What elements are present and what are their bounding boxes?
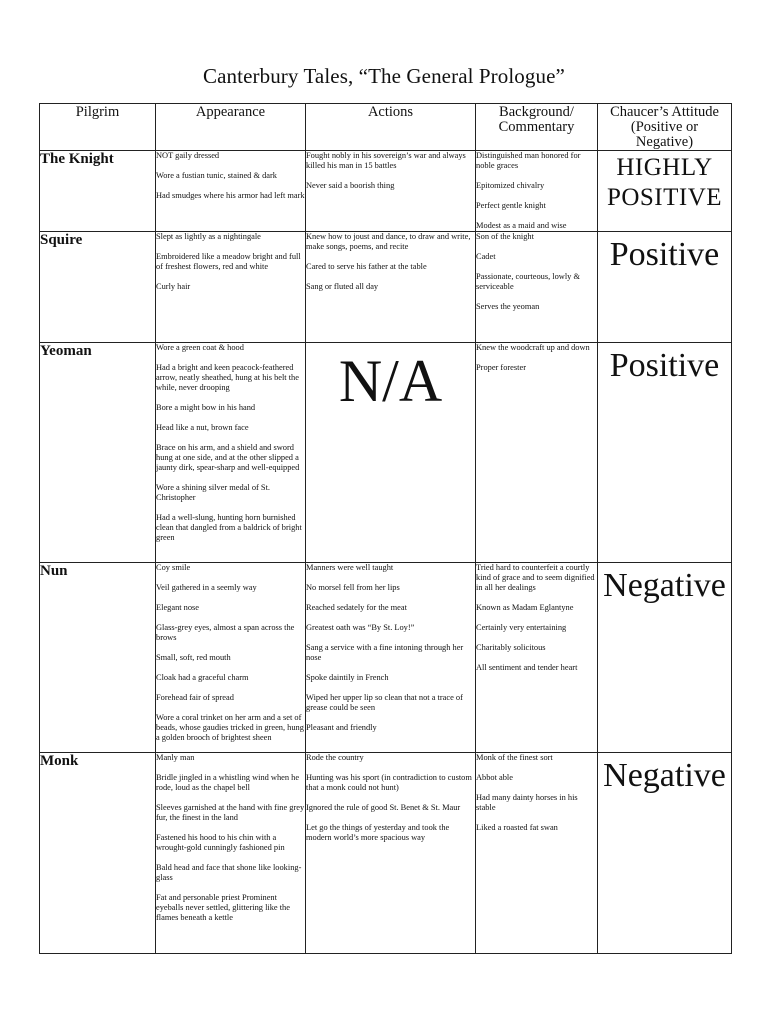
- actions-item: Wiped her upper lip so clean that not a trace of grease could be seen: [306, 693, 463, 712]
- pilgrim-name: The Knight: [40, 151, 156, 232]
- appearance-cell: [156, 563, 306, 753]
- appearance-item: Wore a shining silver medal of St. Christopher: [156, 483, 270, 502]
- appearance-cell: [156, 343, 306, 563]
- header-appearance: Appearance: [156, 104, 306, 151]
- header-pilgrim: Pilgrim: [40, 104, 156, 151]
- actions-cell: [306, 232, 476, 343]
- background-item: Had many dainty horses in his stable: [476, 793, 578, 812]
- background-item: Abbot able: [476, 773, 513, 782]
- pilgrim-name: Nun: [40, 563, 156, 753]
- pilgrim-name: Squire: [40, 232, 156, 343]
- background-cell: [476, 151, 598, 232]
- appearance-item: Had a well-slung, hunting horn burnished clean that dangled from a baldrick of bright green: [156, 513, 302, 542]
- appearance-item: Fastened his hood to his chin with a wrought-gold cunningly fashioned pin: [156, 833, 285, 852]
- attitude-value: Positive: [609, 236, 720, 273]
- background-cell: [476, 753, 598, 954]
- page-title: Canterbury Tales, “The General Prologue”: [203, 64, 565, 88]
- actions-item: Sang or fluted all day: [306, 282, 379, 291]
- appearance-item: Had a bright and keen peacock-feathered arrow, neatly sheathed, hung at his belt the while, never drooping: [156, 363, 299, 392]
- appearance-item: Cloak had a graceful charm: [156, 673, 249, 682]
- attitude-cell: [598, 343, 732, 563]
- pilgrim-name: Yeoman: [40, 343, 156, 563]
- attitude-cell: [598, 563, 732, 753]
- appearance-item: Bore a might bow in his hand: [156, 403, 256, 412]
- table-row: [40, 343, 732, 563]
- background-item: Cadet: [476, 252, 496, 261]
- table-header-row: [40, 104, 732, 151]
- pilgrim-table: [39, 103, 732, 954]
- appearance-item: Brace on his arm, and a shield and sword hung at one side, and at the other slipped a jaunty dirk, spear-sharp and well-equipped: [156, 443, 300, 472]
- actions-item: Greatest oath was “By St. Loy!”: [306, 623, 415, 632]
- background-item: Tried hard to counterfeit a courtly kind of grace and to seem dignified in all her dealings: [476, 563, 595, 592]
- appearance-item: Small, soft, red mouth: [156, 653, 231, 662]
- attitude-value: HIGHLY POSITIVE: [606, 154, 723, 211]
- appearance-item: Coy smile: [156, 563, 191, 572]
- not-applicable-label: N/A: [338, 348, 443, 414]
- appearance-item: Wore a fustian tunic, stained & dark: [156, 171, 277, 180]
- appearance-item: Fat and personable priest Prominent eyeballs never settled, glittering like the flames beneath a kettle: [156, 893, 290, 922]
- appearance-item: Bridle jingled in a whistling wind when he rode, loud as the chapel bell: [156, 773, 300, 792]
- actions-cell: [306, 151, 476, 232]
- actions-cell: [306, 343, 476, 563]
- background-item: Certainly very entertaining: [476, 623, 567, 632]
- background-item: Charitably solicitous: [476, 643, 546, 652]
- background-item: Liked a roasted fat swan: [476, 823, 558, 832]
- pilgrim-name: Monk: [40, 753, 156, 954]
- appearance-item: Had smudges where his armor had left mark: [156, 191, 305, 200]
- actions-item: Knew how to joust and dance, to draw and write, make songs, poems, and recite: [306, 232, 471, 251]
- appearance-item: Glass-grey eyes, almost a span across the brows: [156, 623, 295, 642]
- actions-item: Fought nobly in his sovereign’s war and always killed his man in 15 battles: [306, 151, 466, 170]
- header-attitude: Chaucer’s Attitude (Positive or Negative): [598, 104, 732, 151]
- appearance-cell: [156, 232, 306, 343]
- table-row: [40, 753, 732, 954]
- appearance-item: Elegant nose: [156, 603, 200, 612]
- background-item: Modest as a maid and wise: [476, 221, 567, 230]
- actions-item: No morsel fell from her lips: [306, 583, 400, 592]
- actions-item: Spoke daintily in French: [306, 673, 389, 682]
- appearance-item: Curly hair: [156, 282, 191, 291]
- attitude-cell: [598, 232, 732, 343]
- appearance-cell: [156, 151, 306, 232]
- actions-item: Pleasant and friendly: [306, 723, 377, 732]
- background-item: All sentiment and tender heart: [476, 663, 578, 672]
- background-cell: [476, 343, 598, 563]
- table-row: [40, 563, 732, 753]
- attitude-cell: [598, 151, 732, 232]
- actions-item: Cared to serve his father at the table: [306, 262, 427, 271]
- appearance-item: Wore a coral trinket on her arm and a set of beads, whose gaudies tricked in green, hung a golden brooch of brightest sheen: [156, 713, 304, 742]
- appearance-item: Embroidered like a meadow bright and full of freshest flowers, red and white: [156, 252, 301, 271]
- actions-item: Never said a boorish thing: [306, 181, 395, 190]
- background-item: Son of the knight: [476, 232, 534, 241]
- table-row: [40, 151, 732, 232]
- background-cell: [476, 563, 598, 753]
- appearance-item: Slept as lightly as a nightingale: [156, 232, 261, 241]
- actions-item: Hunting was his sport (in contradiction to custom that a monk could not hunt): [306, 773, 472, 792]
- appearance-item: Forehead fair of spread: [156, 693, 234, 702]
- header-actions: Actions: [306, 104, 476, 151]
- actions-cell: [306, 563, 476, 753]
- background-item: Passionate, courteous, lowly & serviceable: [476, 272, 580, 291]
- background-cell: [476, 232, 598, 343]
- actions-item: Let go the things of yesterday and took the modern world’s more spacious way: [306, 823, 450, 842]
- background-item: Knew the woodcraft up and down: [476, 343, 590, 352]
- appearance-item: NOT gaily dressed: [156, 151, 220, 160]
- background-item: Perfect gentle knight: [476, 201, 546, 210]
- attitude-cell: [598, 753, 732, 954]
- appearance-item: Veil gathered in a seemly way: [156, 583, 257, 592]
- background-item: Monk of the finest sort: [476, 753, 553, 762]
- table-row: [40, 232, 732, 343]
- background-item: Distinguished man honored for noble graces: [476, 151, 581, 170]
- actions-item: Ignored the rule of good St. Benet & St. Maur: [306, 803, 461, 812]
- background-item: Epitomized chivalry: [476, 181, 545, 190]
- actions-item: Rode the country: [306, 753, 364, 762]
- appearance-item: Wore a green coat & hood: [156, 343, 244, 352]
- header-background: Background/ Commentary: [476, 104, 598, 151]
- background-item: Known as Madam Eglantyne: [476, 603, 574, 612]
- appearance-item: Sleeves garnished at the hand with fine grey fur, the finest in the land: [156, 803, 305, 822]
- attitude-value: Negative: [603, 757, 726, 794]
- appearance-item: Head like a nut, brown face: [156, 423, 249, 432]
- appearance-item: Manly man: [156, 753, 195, 762]
- attitude-value: Positive: [609, 347, 720, 384]
- actions-item: Manners were well taught: [306, 563, 394, 572]
- appearance-cell: [156, 753, 306, 954]
- actions-cell: [306, 753, 476, 954]
- attitude-value: Negative: [603, 567, 726, 604]
- appearance-item: Bald head and face that shone like looking-glass: [156, 863, 302, 882]
- actions-item: Reached sedately for the meat: [306, 603, 407, 612]
- background-item: Proper forester: [476, 363, 526, 372]
- actions-item: Sang a service with a fine intoning through her nose: [306, 643, 464, 662]
- background-item: Serves the yeoman: [476, 302, 540, 311]
